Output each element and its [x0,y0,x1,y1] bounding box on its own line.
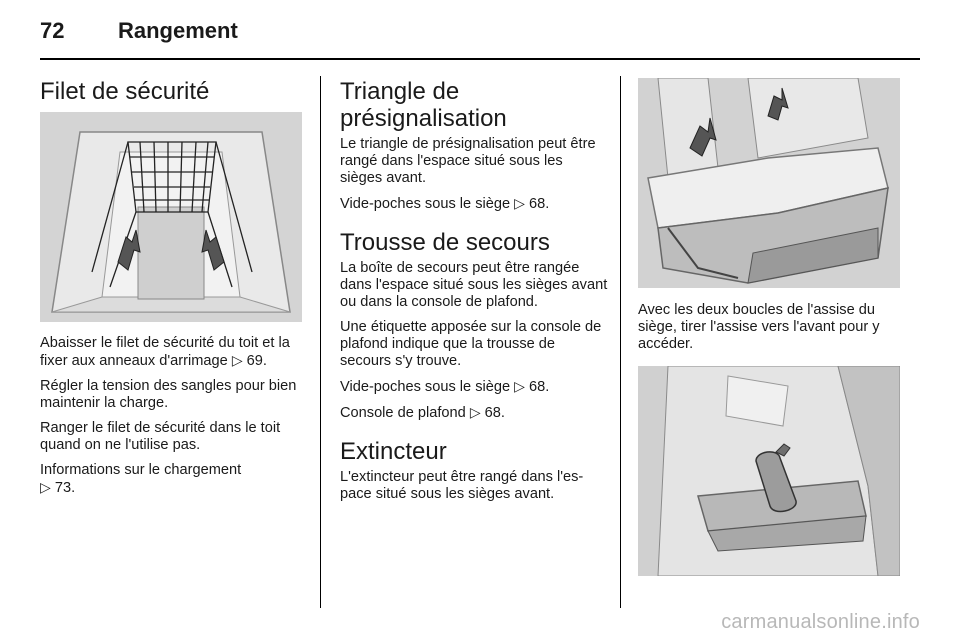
xref-arrow-icon: ▷ [514,378,525,394]
header-rule [40,58,920,60]
paragraph: Abaisser le filet de sécurité du toit et la fixer aux anneaux d'arrimage ▷ 69. [40,335,290,369]
xref-arrow-icon: ▷ [514,195,525,211]
xref-arrow-icon: ▷ [231,352,243,368]
heading-triangle: Triangle de présignalisation [340,78,507,132]
figure-caption: Avec les deux boucles de l'assise du siège, tirer l'assise vers l'avant pour y accéder. [638,302,880,352]
page-number: 72 [40,18,65,43]
heading-filet-securite: Filet de sécurité [40,78,210,105]
xref-arrow-icon: ▷ [469,404,481,420]
paragraph: Ranger le filet de sécurité dans le toit quand on ne l'utilise pas. [40,420,281,453]
column-divider-left [320,76,321,608]
paragraph: Une étiquette apposée sur la console de plafond indique que la trousse de secours s'y trouve. [340,319,602,369]
column-divider-right [620,76,621,608]
col2-text [340,78,608,511]
figure-cargo-net [40,112,302,322]
heading-trousse-secours: Trousse de secours [340,229,550,256]
paragraph: La boîte de secours peut être rangée dans l'espace situé sous les sièges avant ou dans la console de plafond. [340,260,608,310]
paragraph: Vide-poches sous le siège ▷ 68. [340,378,550,395]
col1-text [40,335,308,505]
paragraph: L'extincteur peut être rangé dans l'es-pace situé sous les sièges avant. [340,469,584,502]
paragraph: Vide-poches sous le siège ▷ 68. [340,195,550,212]
page-section-title: Rangement [118,18,238,43]
paragraph: Informations sur le chargement ▷ 73. [40,462,242,496]
paragraph: Le triangle de présignalisation peut être rangé dans l'espace situé sous les sièges avant. [340,136,596,186]
xref-arrow-icon: ▷ [40,479,51,495]
paragraph: Console de plafond ▷ 68. [340,404,505,421]
heading-extincteur: Extincteur [340,438,447,465]
watermark: carmanualsonline.info [721,611,920,633]
paragraph: Régler la tension des sangles pour bien maintenir la charge. [40,378,297,411]
figure-seat-storage [638,78,900,288]
figure-fire-extinguisher [638,366,900,576]
col3-text [638,302,908,361]
